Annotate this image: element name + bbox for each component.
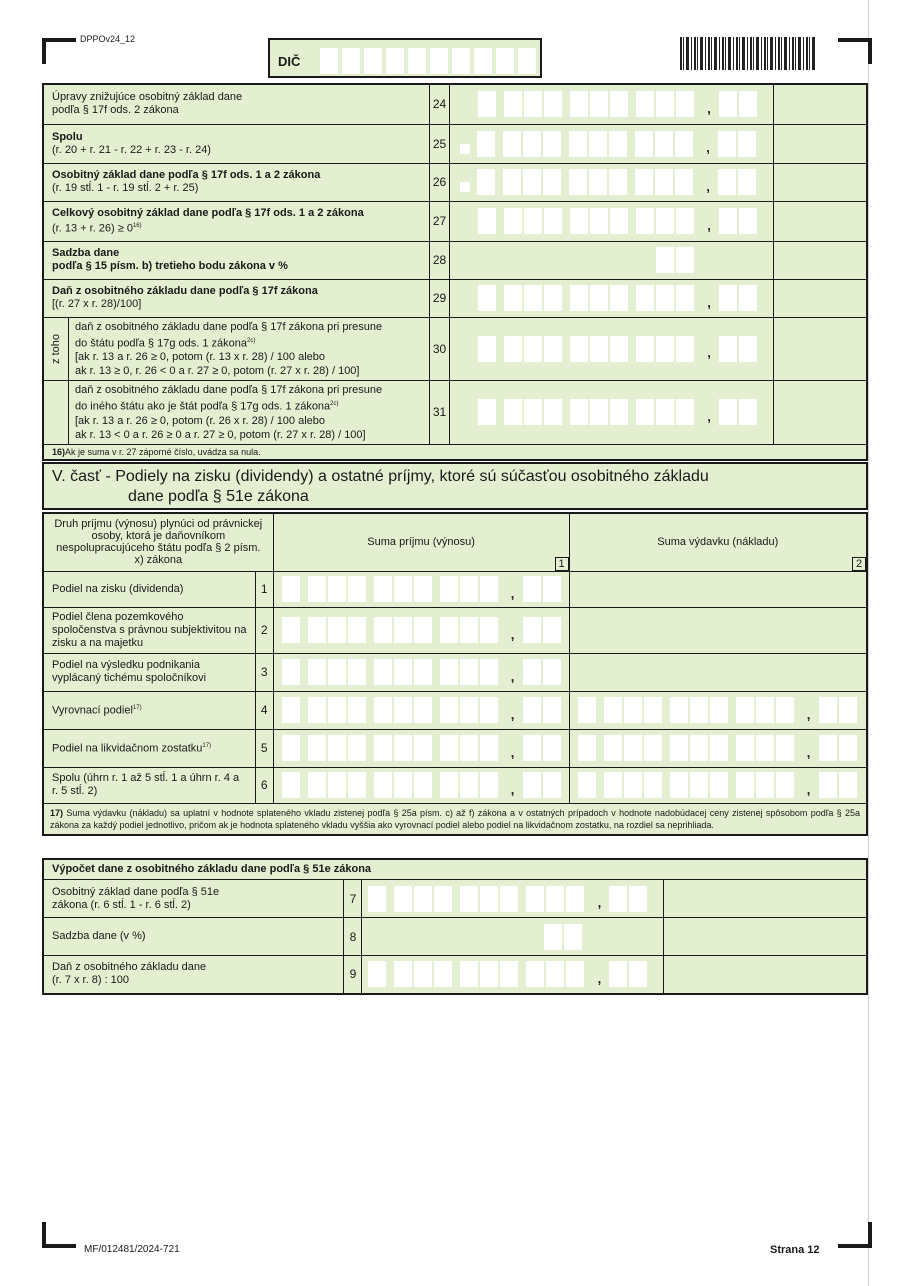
corner-mark-top-right bbox=[838, 38, 872, 64]
col-number-1: 1 bbox=[555, 557, 569, 571]
income-input[interactable]: , bbox=[273, 607, 569, 653]
row-label: Osobitný základ dane podľa § 17f ods. 1 a 2 zákona (r. 19 stĺ. 1 - r. 19 stĺ. 2 + r. 25) bbox=[43, 163, 430, 201]
footnote-16-row bbox=[43, 444, 867, 460]
row-label: Podiel na likvidačnom zostatku$^{17)}$ bbox=[43, 729, 255, 767]
income-input[interactable]: , bbox=[273, 767, 569, 803]
section-v-row-6 bbox=[43, 767, 867, 803]
row-number: 27 bbox=[430, 201, 450, 241]
footnote-16: 16)Ak je suma v r. 27 záporné číslo, uvádza sa nula. bbox=[43, 444, 867, 460]
col-number-2: 2 bbox=[852, 557, 866, 571]
row-number: 6 bbox=[255, 767, 273, 803]
row-number: 2 bbox=[255, 607, 273, 653]
row-label: Podiel na výsledku podnikania vyplácaný tichému spoločníkovi bbox=[43, 653, 255, 691]
col-header-type: Druh príjmu (výnosu) plynúci od právnickej osoby, ktorá je daňovníkom nespolupracujúceho štátu podľa § 2 písm. x) zákona bbox=[43, 513, 273, 571]
amount-input[interactable]: , bbox=[450, 381, 774, 445]
amount-input[interactable]: , bbox=[362, 956, 664, 994]
row-label: Sadzba dane podľa § 15 písm. b) tretieho bodu zákona v % bbox=[43, 241, 430, 279]
row-28 bbox=[43, 241, 867, 279]
row-number: 26 bbox=[430, 163, 450, 201]
income-input[interactable]: , bbox=[273, 691, 569, 729]
row-label: Spolu (r. 20 + r. 21 - r. 22 + r. 23 - r. 24) bbox=[43, 124, 430, 163]
empty-cell bbox=[773, 241, 867, 279]
row-number: 9 bbox=[344, 956, 362, 994]
tax-calc-header bbox=[43, 859, 867, 880]
row-label: Podiel člena pozemkového spoločenstva s právnou subjektivitou na zisku a na majetku bbox=[43, 607, 255, 653]
row-number: 24 bbox=[430, 84, 450, 124]
row-31 bbox=[43, 381, 867, 445]
section-v-row-5 bbox=[43, 729, 867, 767]
corner-mark-bottom-left bbox=[42, 1222, 76, 1248]
amount-input[interactable]: , bbox=[450, 124, 774, 163]
section-v-row-1 bbox=[43, 571, 867, 607]
amount-input[interactable]: , bbox=[450, 279, 774, 317]
row-number: 3 bbox=[255, 653, 273, 691]
empty-cell bbox=[664, 880, 867, 918]
expense-input[interactable]: , bbox=[569, 691, 867, 729]
sign-box bbox=[460, 144, 470, 154]
dic-field[interactable] bbox=[268, 38, 542, 78]
row-label: daň z osobitného základu dane podľa § 17f zákona pri presune do štátu podľa § 17g ods. 1 zákona$^{2c)}$ [ak r. 13 a r. 26 ≥ 0, potom (r. 13 x r. 28) / 100 alebo ak r. 13 ≥ 0, r. 26 < 0 a r. 27 ≥ 0, potom (r. 27 x r. 28) / 100] bbox=[75, 320, 383, 378]
col-header-expense: Suma výdavku (nákladu) 2 bbox=[569, 513, 867, 571]
empty-cell bbox=[773, 84, 867, 124]
empty-cell bbox=[773, 124, 867, 163]
rate-input[interactable] bbox=[450, 241, 774, 279]
footnote-17-row bbox=[43, 803, 867, 835]
row-label: Daň z osobitného základu dane (r. 7 x r. 8) : 100 bbox=[43, 956, 344, 994]
z-toho-label: z toho bbox=[50, 333, 62, 364]
section-v-title: V. časť - Podiely na zisku (dividendy) a ostatné príjmy, ktoré sú súčasťou osobitného základu dane podľa § 51e zákona bbox=[42, 462, 868, 510]
form-code: DPPOv24_12 bbox=[80, 34, 136, 44]
rate-input[interactable] bbox=[362, 918, 664, 956]
row-26 bbox=[43, 163, 867, 201]
row-number: 25 bbox=[430, 124, 450, 163]
expense-input[interactable]: , bbox=[569, 729, 867, 767]
tax-calc-row-7 bbox=[43, 880, 867, 918]
z-toho-group bbox=[43, 317, 430, 381]
empty-cell bbox=[664, 956, 867, 994]
page-edge bbox=[868, 0, 869, 1286]
row-number: 31 bbox=[430, 381, 450, 445]
row-label: Úpravy znižujúce osobitný základ dane podľa § 17f ods. 2 zákona bbox=[43, 84, 430, 124]
empty-cell bbox=[773, 163, 867, 201]
amount-input[interactable]: , bbox=[450, 201, 774, 241]
barcode bbox=[680, 37, 816, 70]
row-number: 7 bbox=[344, 880, 362, 918]
income-input[interactable]: , bbox=[273, 653, 569, 691]
row-number: 29 bbox=[430, 279, 450, 317]
empty-cell bbox=[773, 201, 867, 241]
dic-input-boxes[interactable] bbox=[320, 48, 536, 74]
section-v-row-2 bbox=[43, 607, 867, 653]
row-number: 5 bbox=[255, 729, 273, 767]
tax-calc-title: Výpočet dane z osobitného základu dane podľa § 51e zákona bbox=[43, 859, 867, 880]
row-label: Spolu (úhrn r. 1 až 5 stĺ. 1 a úhrn r. 4 a r. 5 stĺ. 2) bbox=[43, 767, 255, 803]
col-header-income: Suma príjmu (výnosu) 1 bbox=[273, 513, 569, 571]
corner-mark-top-left bbox=[42, 38, 76, 64]
section-v-row-4 bbox=[43, 691, 867, 729]
document-id: MF/012481/2024-721 bbox=[84, 1244, 180, 1255]
row-number: 1 bbox=[255, 571, 273, 607]
row-label: Podiel na zisku (dividenda) bbox=[43, 571, 255, 607]
income-input[interactable]: , bbox=[273, 571, 569, 607]
section-iv-table bbox=[42, 83, 868, 461]
section-v-header bbox=[43, 513, 867, 571]
row-label: Osobitný základ dane podľa § 51e zákona (r. 6 stĺ. 1 - r. 6 stĺ. 2) bbox=[43, 880, 344, 918]
amount-input[interactable]: , bbox=[450, 163, 774, 201]
empty-cell bbox=[569, 607, 867, 653]
z-toho-group bbox=[43, 381, 430, 445]
row-number: 4 bbox=[255, 691, 273, 729]
dic-label: DIČ bbox=[278, 54, 301, 69]
page-number: Strana 12 bbox=[770, 1244, 820, 1256]
amount-input[interactable]: , bbox=[362, 880, 664, 918]
footnote-17: 17) Suma výdavku (nákladu) sa uplatní v hodnote splateného vkladu zistenej podľa § 25a písm. c) až f) zákona a v ostatných prípadoch v hodnote nadobúdacej ceny zistenej spôsobom podľa § 25a zákona za každý podiel jednotlivo, pričom ak je hodnota splateného vkladu vyššia ako vyrovnací podiel alebo podiel na likvidačnom zostatku, na rozdiel sa neprihliada. bbox=[43, 803, 867, 835]
empty-cell bbox=[773, 279, 867, 317]
row-number: 28 bbox=[430, 241, 450, 279]
empty-cell bbox=[569, 571, 867, 607]
row-label: Vyrovnací podiel$^{17)}$ bbox=[43, 691, 255, 729]
tax-calc-row-8 bbox=[43, 918, 867, 956]
section-v-row-3 bbox=[43, 653, 867, 691]
empty-cell bbox=[773, 317, 867, 381]
row-number: 8 bbox=[344, 918, 362, 956]
expense-input[interactable]: , bbox=[569, 767, 867, 803]
row-label: Celkový osobitný základ dane podľa § 17f ods. 1 a 2 zákona (r. 13 + r. $26) \ge 0^{16)}$ bbox=[43, 201, 430, 241]
income-input[interactable]: , bbox=[273, 729, 569, 767]
row-25 bbox=[43, 124, 867, 163]
empty-cell bbox=[664, 918, 867, 956]
empty-cell bbox=[569, 653, 867, 691]
row-number: 30 bbox=[430, 317, 450, 381]
section-v-table bbox=[42, 512, 868, 836]
row-30 bbox=[43, 317, 867, 381]
row-27 bbox=[43, 201, 867, 241]
empty-cell bbox=[773, 381, 867, 445]
row-label: Sadzba dane (v %) bbox=[43, 918, 344, 956]
corner-mark-bottom-right bbox=[838, 1222, 872, 1248]
amount-input[interactable]: , bbox=[450, 317, 774, 381]
amount-input[interactable]: , bbox=[450, 84, 774, 124]
row-29 bbox=[43, 279, 867, 317]
row-label: Daň z osobitného základu dane podľa § 17f zákona [(r. 27 x r. 28)/100] bbox=[43, 279, 430, 317]
sign-box bbox=[460, 182, 470, 192]
row-label: daň z osobitného základu dane podľa § 17f zákona pri presune do iného štátu ako je štát podľa § 17g ods. 1 zákona$^{2c)}$ [ak r. 13 a r. 26 ≥ 0, potom (r. 26 x r. 28) / 100 alebo ak r. 13 < 0 a r. 26 ≥ 0 a r. 27 ≥ 0, potom (r. 27 x r. 28) / 100] bbox=[75, 384, 383, 441]
row-24 bbox=[43, 84, 867, 124]
tax-calc-row-9 bbox=[43, 956, 867, 994]
tax-calc-table bbox=[42, 858, 868, 995]
